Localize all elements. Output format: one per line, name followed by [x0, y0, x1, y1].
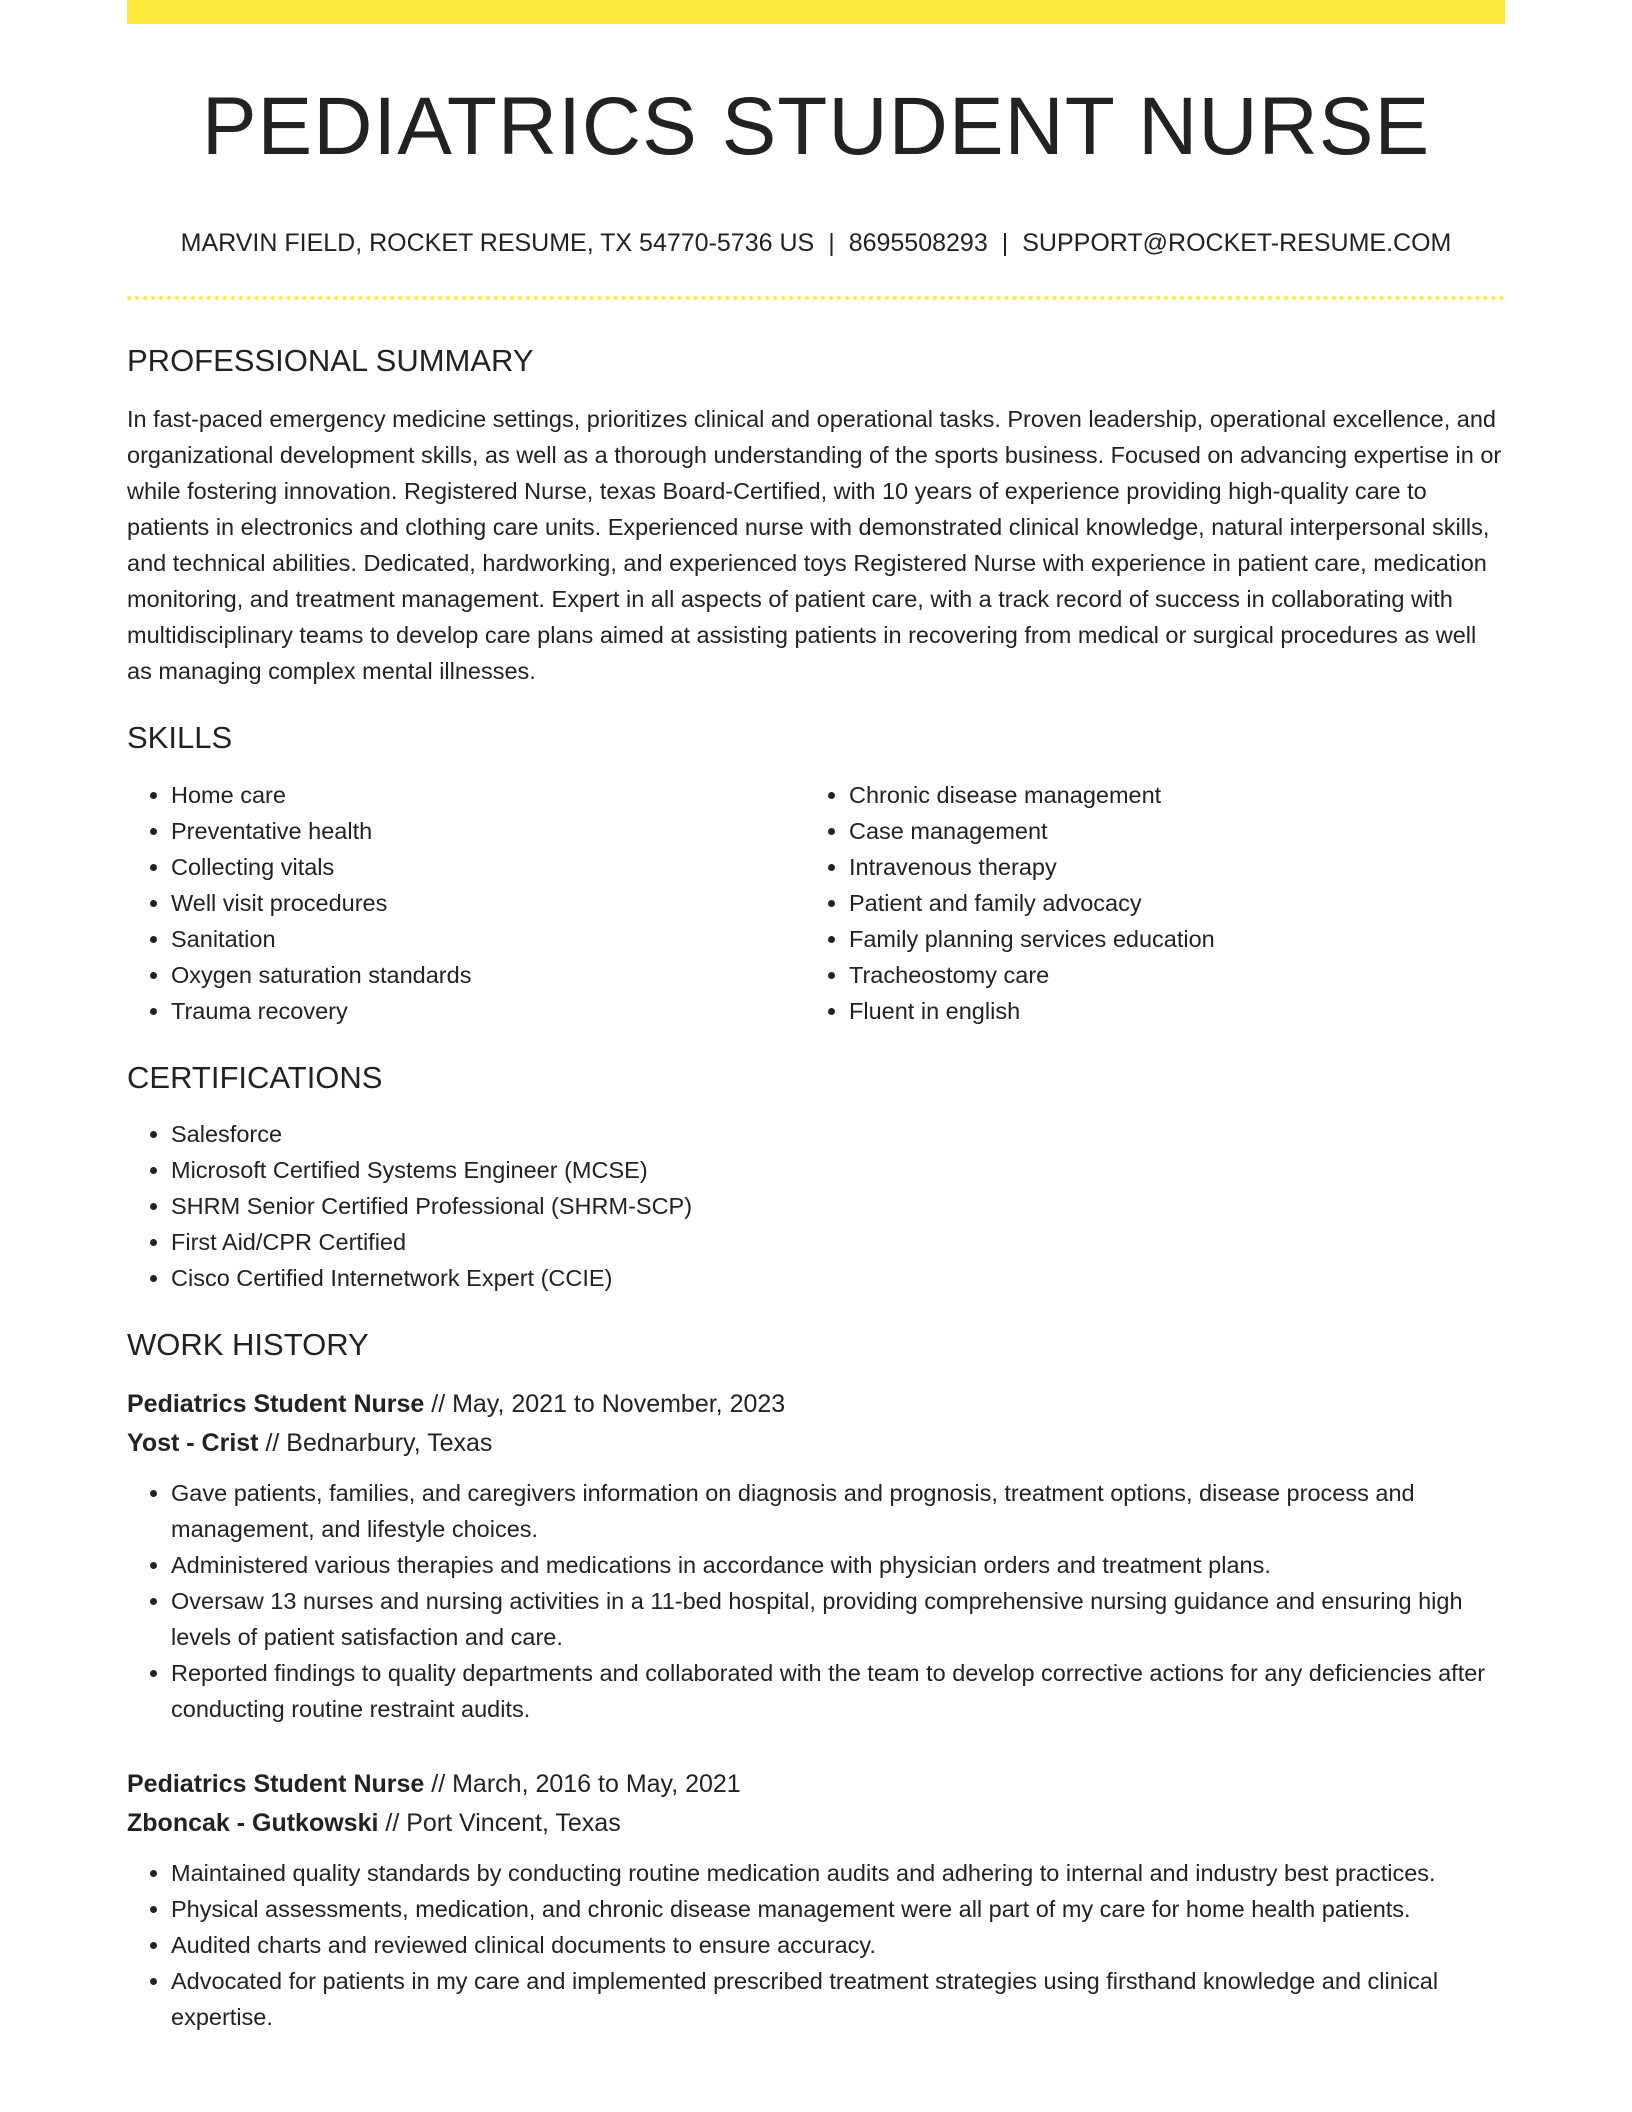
skill-item: • Collecting vitals	[171, 849, 805, 885]
skill-item: • Patient and family advocacy	[849, 885, 1483, 921]
contact-email: SUPPORT@ROCKET-RESUME.COM	[1022, 229, 1452, 258]
job-dates: May, 2021 to November, 2023	[452, 1389, 786, 1418]
certification-item: • Salesforce	[171, 1116, 1505, 1152]
job-bullet: • Administered various therapies and medications in accordance with physician orders and treatment plans.	[171, 1547, 1505, 1583]
job-title-line	[127, 1385, 1505, 1424]
summary-heading: PROFESSIONAL SUMMARY	[127, 343, 534, 379]
skill-item: • Case management	[849, 813, 1483, 849]
accent-top-bar	[127, 0, 1505, 24]
job-entry	[127, 1385, 1505, 1727]
certifications-list	[127, 1116, 1505, 1296]
skill-item: • Fluent in english	[849, 993, 1483, 1029]
skill-item: • Well visit procedures	[171, 885, 805, 921]
job-bullet: • Oversaw 13 nurses and nursing activities in a 11-bed hospital, providing comprehensive nursing guidance and ensuring high levels of patient satisfaction and care.	[171, 1583, 1505, 1655]
job-dates: March, 2016 to May, 2021	[452, 1769, 741, 1798]
job-location: Bednarbury, Texas	[286, 1428, 493, 1457]
job-bullet: • Maintained quality standards by conducting routine medication audits and adhering to internal and industry best practices.	[171, 1855, 1505, 1891]
skill-item: • Trauma recovery	[171, 993, 805, 1029]
job-company: Yost - Crist	[127, 1428, 259, 1457]
job-location: Port Vincent, Texas	[406, 1808, 621, 1837]
job-bullet: • Advocated for patients in my care and implemented prescribed treatment strategies using firsthand knowledge and clinical expertise.	[171, 1963, 1505, 2035]
certification-item: • Cisco Certified Internetwork Expert (CCIE)	[171, 1260, 1505, 1296]
certification-item: • First Aid/CPR Certified	[171, 1224, 1505, 1260]
job-bullet-list	[127, 1855, 1505, 2035]
skill-item: • Preventative health	[171, 813, 805, 849]
skill-item: • Tracheostomy care	[849, 957, 1483, 993]
work-history-heading: WORK HISTORY	[127, 1326, 369, 1362]
skills-heading: SKILLS	[127, 720, 233, 756]
job-bullet: • Audited charts and reviewed clinical documents to ensure accuracy.	[171, 1927, 1505, 1963]
resume-title: PEDIATRICS STUDENT NURSE	[201, 81, 1431, 172]
contact-separator: |	[1001, 229, 1009, 258]
skill-item: • Home care	[171, 777, 805, 813]
job-separator: //	[258, 1428, 287, 1457]
contact-address: MARVIN FIELD, ROCKET RESUME, TX 54770-5736 US	[180, 229, 815, 258]
skill-item: • Oxygen saturation standards	[171, 957, 805, 993]
skill-item: • Family planning services education	[849, 921, 1483, 957]
job-bullet: • Physical assessments, medication, and chronic disease management were all part of my care for home health patients.	[171, 1891, 1505, 1927]
job-company: Zboncak - Gutkowski	[127, 1808, 379, 1837]
job-separator: //	[424, 1769, 453, 1798]
skills-list-right	[805, 777, 1483, 1029]
resume-page	[127, 0, 1505, 2035]
job-title-line	[127, 1765, 1505, 1804]
contact-line	[127, 228, 1505, 258]
job-entry	[127, 1765, 1505, 2035]
summary-text: In fast-paced emergency medicine settings, prioritizes clinical and operational tasks. Proven leadership, operational excellence, and organizational development skills, as well as a thorough understanding of the sports business. Focused on advancing expertise in or while fostering innovation. Registered Nurse, texas Board-Certified, with 10 years of experience providing high-quality care to patients in electronics and clothing care units. Experienced nurse with demonstrated clinical knowledge, natural interpersonal skills, and technical abilities. Dedicated, hardworking, and experienced toys Registered Nurse with experience in patient care, medication monitoring, and treatment management. Expert in all aspects of patient care, with a track record of success in collaborating with multidisciplinary teams to develop care plans aimed at assisting patients in recovering from medical or surgical procedures as well as managing complex mental illnesses.	[127, 406, 1502, 685]
skills-grid	[127, 777, 1505, 1029]
contact-separator: |	[828, 229, 835, 258]
skill-item: • Sanitation	[171, 921, 805, 957]
job-bullet: • Reported findings to quality departments and collaborated with the team to develop corrective actions for any deficiencies after conducting routine restraint audits.	[171, 1655, 1505, 1727]
contact-phone: 8695508293	[848, 229, 988, 258]
job-title: Pediatrics Student Nurse	[127, 1769, 425, 1798]
job-company-line	[127, 1424, 1505, 1463]
dotted-divider	[127, 296, 1505, 300]
job-bullet: • Gave patients, families, and caregivers information on diagnosis and prognosis, treatment options, disease process and management, and lifestyle choices.	[171, 1475, 1505, 1547]
certification-item: • Microsoft Certified Systems Engineer (MCSE)	[171, 1152, 1505, 1188]
certification-item: • SHRM Senior Certified Professional (SHRM-SCP)	[171, 1188, 1505, 1224]
job-title: Pediatrics Student Nurse	[127, 1389, 425, 1418]
job-bullet-list	[127, 1475, 1505, 1727]
skills-list-left	[127, 777, 805, 1029]
job-separator: //	[378, 1808, 407, 1837]
skill-item: • Intravenous therapy	[849, 849, 1483, 885]
skill-item: • Chronic disease management	[849, 777, 1483, 813]
certifications-heading: CERTIFICATIONS	[127, 1059, 383, 1095]
job-separator: //	[424, 1389, 453, 1418]
job-company-line	[127, 1804, 1505, 1843]
